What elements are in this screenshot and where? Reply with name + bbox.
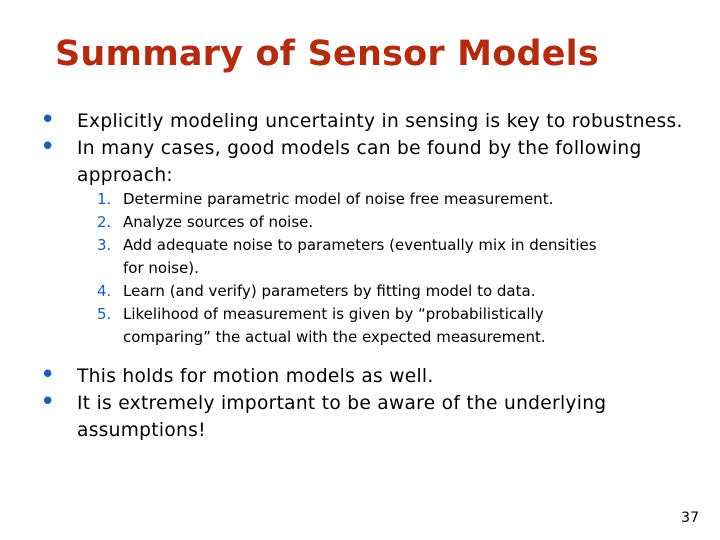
step-number: 2. (97, 213, 112, 231)
bullet-text-continued: approach: (77, 165, 173, 186)
numbered-steps-list (97, 188, 697, 349)
bullet-text: This holds for motion models as well. (77, 366, 434, 387)
step-item (97, 188, 697, 211)
page-number: 37 (681, 510, 699, 526)
bullet-icon: • (40, 132, 56, 162)
bullet-item (40, 387, 712, 444)
step-number: 4. (97, 282, 112, 300)
step-item (97, 234, 697, 280)
bullet-icon: • (40, 387, 56, 417)
bullet-item (40, 132, 712, 189)
step-number: 3. (97, 236, 112, 254)
bullet-text: In many cases, good models can be found by the following (77, 138, 642, 159)
step-text: Add adequate noise to parameters (eventually mix in densities (123, 236, 597, 254)
step-number: 1. (97, 190, 112, 208)
bullet-icon: • (40, 105, 56, 135)
step-text: Learn (and verify) parameters by fitting model to data. (123, 282, 536, 300)
step-item (97, 303, 697, 349)
step-text-continued: for noise). (123, 259, 199, 277)
step-number: 5. (97, 305, 112, 323)
bullet-item (40, 105, 712, 135)
step-item (97, 280, 697, 303)
bullet-text: Explicitly modeling uncertainty in sensing is key to robustness. (77, 111, 683, 132)
bullet-item (40, 360, 712, 390)
slide-title: Summary of Sensor Models (55, 34, 599, 74)
step-text: Analyze sources of noise. (123, 213, 314, 231)
step-text: Determine parametric model of noise free measurement. (123, 190, 554, 208)
step-item (97, 211, 697, 234)
top-bullet-list (40, 105, 712, 189)
bullet-icon: • (40, 360, 56, 390)
bottom-bullet-list (40, 360, 712, 444)
bullet-text-continued: assumptions! (77, 420, 206, 441)
step-text-continued: comparing” the actual with the expected measurement. (123, 328, 546, 346)
bullet-text: It is extremely important to be aware of the underlying (77, 393, 607, 414)
step-text: Likelihood of measurement is given by “probabilistically (123, 305, 544, 323)
